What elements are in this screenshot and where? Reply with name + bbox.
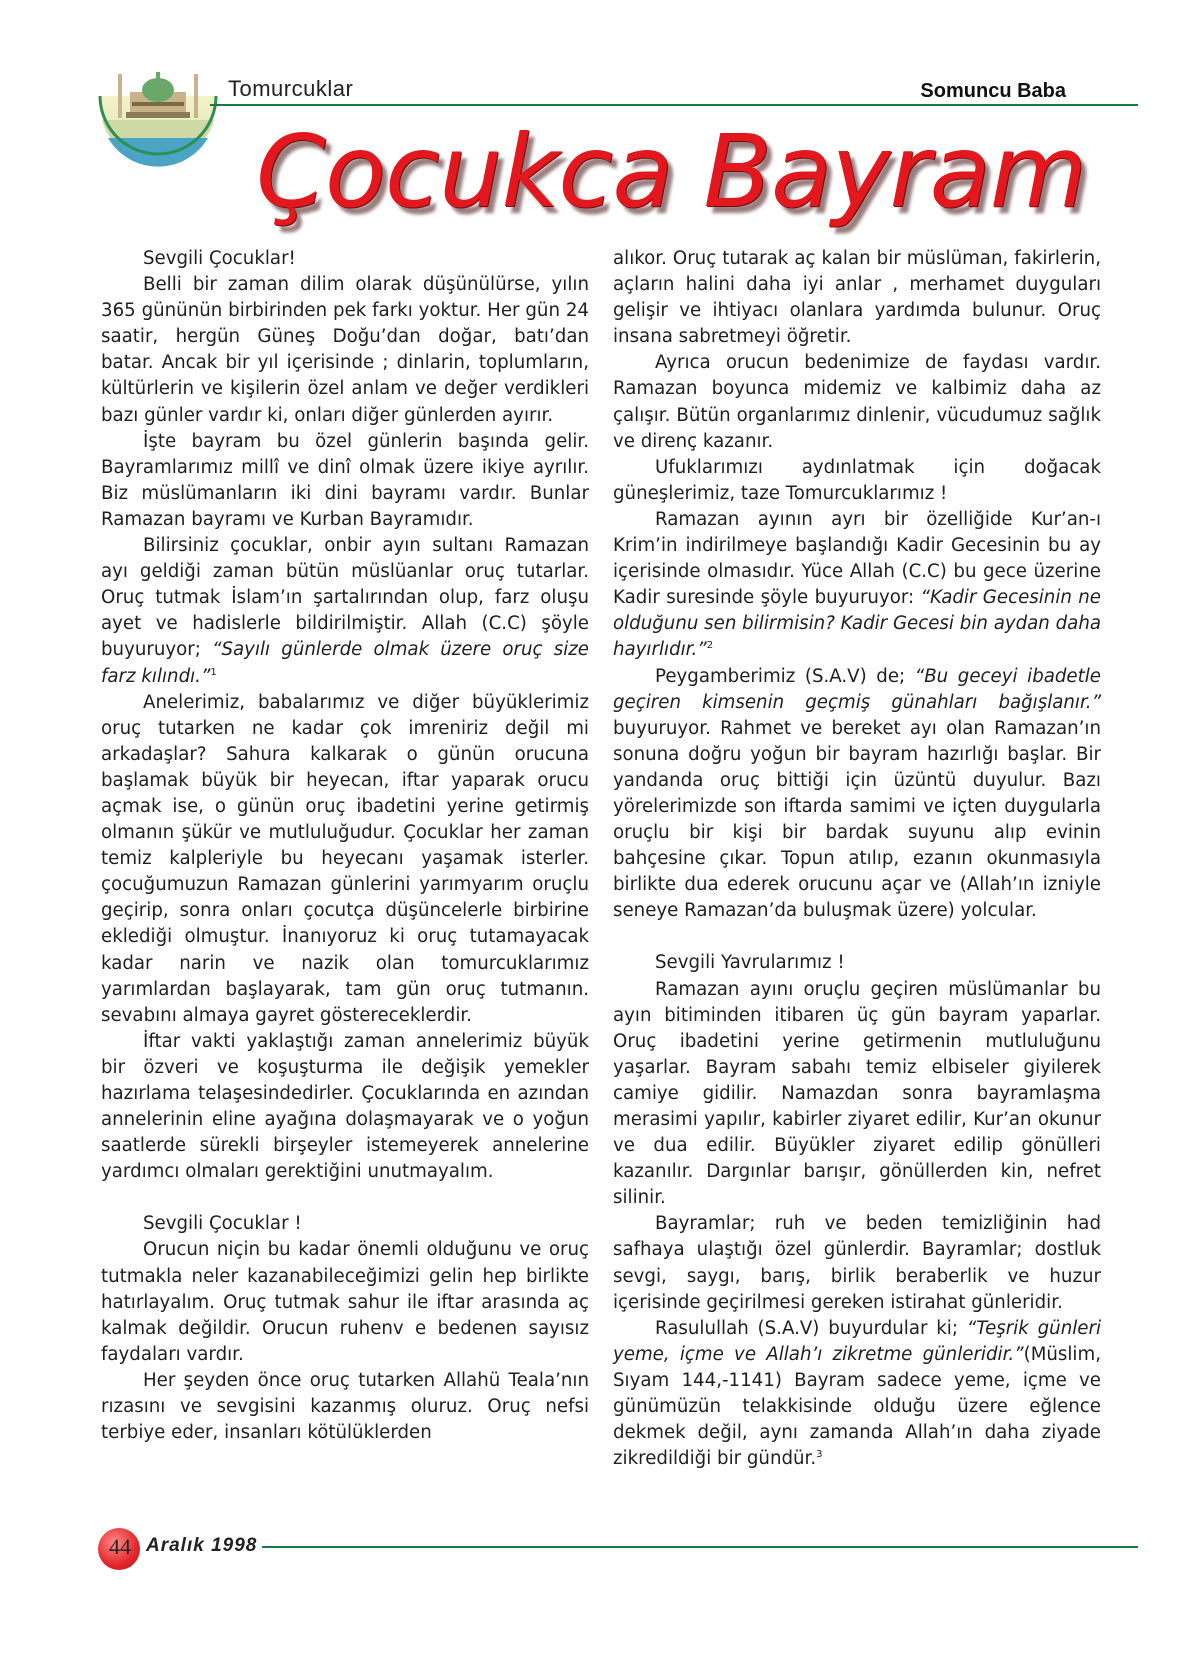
paragraph-text: Ufuklarımızı aydınlatmak için doğacak güneşlerimiz, taze Tomurcuklarımız ! [613,456,1101,504]
paragraph [613,246,1101,350]
paragraph-text: Ramazan ayının ayrı bir özelliğide Kur’an-ı Krim’in indirilmeye başlandığı Kadir Gecesinin bu ay içerisinde olmasıdır. Yüce Allah (C.C) bu gece üzerine Kadir suresinde şöyle buyuruyor: [613,508,1101,609]
paragraph-text: Ramazan ayını oruçlu geçiren müslümanlar bu ayın bitiminden itibaren üç gün bayram yaparlar. Oruç ibadetini yerine getirmenin mutluluğunu yaşarlar. Bayram sabahı temiz elbiseler giyilerek camiye gidilir. Namazdan sonra bayramlaşma merasimi yapılır, kabirler ziyaret edilir, Kur’an okunur ve dua edilir. Büyükler ziyaret edilip gönülleri kazanılır. Dargınlar barışır, gönüllerden kin, nefret silinir. [613,978,1101,1209]
paragraph [613,350,1101,454]
section-name: Tomurcuklar [228,76,354,101]
paragraph [101,533,589,690]
quotation: “Teşrik günleri yeme, içme ve Allah’ı zikretme günleridir.” [613,1317,1101,1365]
left-column [101,246,589,1446]
header-rule [210,104,1138,106]
paragraph-text: Sevgili Çocuklar! [143,248,296,269]
paragraph-text: Bilirsiniz çocuklar, onbir ayın sultanı Ramazan ayı geldiği zaman bütün müslüanlar oruç tutarlar. Oruç tutmak İslam’ın şartalırından olup, farz oluşu ayet ve hadislerle bildirilmiştir. Allah (C.C) şöyle buyuruyor; [101,535,589,661]
paragraph [613,455,1101,507]
paragraph [613,664,1101,925]
paragraph-text: Bayramlar; ruh ve beden temizliğinin had safhaya ulaştığı özel günlerdir. Bayramlar; dostluk sevgi, saygı, barış, birlik beraberlik ve huzur içerisinde geçirilmesi gereken istirahat günleridir. [613,1213,1101,1313]
paragraph [101,272,589,429]
paragraph-text: Belli bir zaman dilim olarak düşünülürse, yılın 365 gününün birbirinden pek farkı yoktur. Her gün 24 saatir, hergün Güneş Doğu’dan doğar, batı’dan batar. Ancak bir yıl içerisinde ; dinlarin, toplumların, kültürlerin ve kişilerin özel anlam ve değer verdikleri bazı günler vardır ki, onları diğer günlerden ayırır. [101,274,589,426]
page-title: Çocukca Bayram [256,113,1087,230]
paragraph [101,690,589,1029]
paragraph-text: Sevgili Yavrularımız ! [655,952,845,974]
paragraph [613,507,1101,664]
right-column [613,246,1101,1472]
paragraph-text: Anelerimiz, babalarımız ve diğer büyüklerimiz oruç tutarken ne kadar çok imreniriz değil mi arkadaşlar? Sahura kalkarak o günün orucuna başlamak büyük bir heyecan, iftar yaparak orucu açmak ise, o günün oruç ibadetini yerine getirmiş olmanın şükür ve mutluluğudur. Çocuklar her zaman temiz kalpleriyle bu heyecanı yaşamak isterler. çocuğumuzun Ramazan günlerini yarımyarım oruçlu geçirip, sonra onları çocutça düşüncelerle birbirine eklediği olmuştur. İnanıyoruz ki oruç tutamayacak kadar narin ve nazik olan tomurcuklarımız yarımlardan başlayarak, tam gün oruç tutmanın. sevabını almaya gayret göstereceklerdir. [101,691,589,1026]
paragraph [613,977,1101,1212]
footnote-marker: 2 [706,640,714,652]
paragraph-text: Sevgili Çocuklar ! [143,1213,302,1235]
paragraph [613,1316,1101,1473]
paragraph [101,429,589,533]
paragraph [101,1029,589,1186]
paragraph-text-continued: buyuruyor. Rahmet ve bereket ayı olan Ramazan’ın sonuna doğru yoğun bir bayram hazırlığı başlar. Bir yandanda oruç bittiği için üzüntü duyulur. Bazı yörelerimizde son iftarda samimi ve içten duygularla oruçlu bir kişi bir bardak suyunu alıp evinin bahçesine çıkar. Topun atılıp, ezanın okunmasıyla birlikte dua ederek orucunu açar ve (Allah’ın izniyle seneye Ramazan’da buluşmak üzere) yolcular. [613,717,1101,922]
paragraph-text: Rasulullah (S.A.V) buyurdular ki; [655,1317,958,1339]
quotation: “Kadir Gecesinin ne olduğunu sen bilirmisin? Kadir Gecesi bin aydan daha hayırlıdır.” [613,587,1101,661]
quotation: “Bu geceyi ibadetle geçiren kimsenin geçmiş günahları bağışlanır.” [613,665,1101,713]
paragraph-text: alıkor. Oruç tutarak aç kalan bir müslüman, fakirlerin, açların halini daha iyi anlar , merhamet duyguları gelişir ve ihtiyacı olanlara yardımda bulunur. Oruç insana sabretmeyi öğretir. [613,248,1101,348]
paragraph-text: Her şeyden önce oruç tutarken Allahü Teala’nın rızasını ve sevgisini kazanmış oluruz. Oruç nefsi terbiye eder, insanları kötülüklerden [101,1369,589,1444]
paragraph-text: Peygamberimiz (S.A.V) de; [655,665,906,687]
quotation: “Sayılı günlerde olmak üzere oruç size farz kılındı.” [101,639,589,687]
paragraph [101,1211,589,1237]
paragraph [613,1211,1101,1315]
footer-rule [262,1546,1138,1548]
paragraph [101,1368,589,1446]
paragraph [101,246,589,272]
paragraph [613,950,1101,976]
paragraph-text: İftar vakti yaklaştığı zaman annelerimiz büyük bir özveri ve koşuşturma ile değişik yemekler hazırlama telaşesindedirler. Çocuklarında en azından annelerinin eline ayağına dolaşmayarak ve o yoğun saatlerde sürekli birşeyler istemeyerek annelerine yardımcı olmaları gerektiğini unutmayalım. [101,1030,589,1183]
footnote-marker: 1 [210,666,217,678]
mosque-logo-icon [96,68,220,178]
paragraph-text-continued: (Müslim, Sıyam 144,-1141) Bayram sadece yeme, içme ve günümüzün telakkisinde olduğu üzere eğlence dekmek değil, aynı zamanda Allah’ın daha ziyade zikredildiği bir gündür. [613,1343,1101,1470]
paragraph-text: Ayrıca orucun bedenimize de faydası vardır. Ramazan boyunca midemiz ve kalbimiz daha az çalışır. Bütün organlarımız dinlenir, vücudumuz sağlık ve direnç kazanır. [613,352,1101,452]
issue-date: Aralık 1998 [146,1535,258,1556]
footnote-marker: 3 [816,1449,823,1461]
magazine-name: Somuncu Baba [920,80,1066,102]
paragraph-text: Orucun niçin bu kadar önemli olduğunu ve oruç tutmakla neler kazanabileceğimizi gelin hep birlikte hatırlayalım. Oruç tutmak sahur ile iftar arasında aç kalmak değildir. Orucun ruhenv e bedenen sayısız faydaları vardır. [101,1239,589,1365]
paragraph-text: İşte bayram bu özel günlerin başında gelir. Bayramlarımız millî ve dinî olmak üzere ikiye ayrılır. Biz müslümanların iki dini bayramı vardır. Bunlar Ramazan bayramı ve Kurban Bayramıdır. [101,430,589,530]
page-number: 44 [109,1534,131,1559]
paragraph [101,1237,589,1367]
